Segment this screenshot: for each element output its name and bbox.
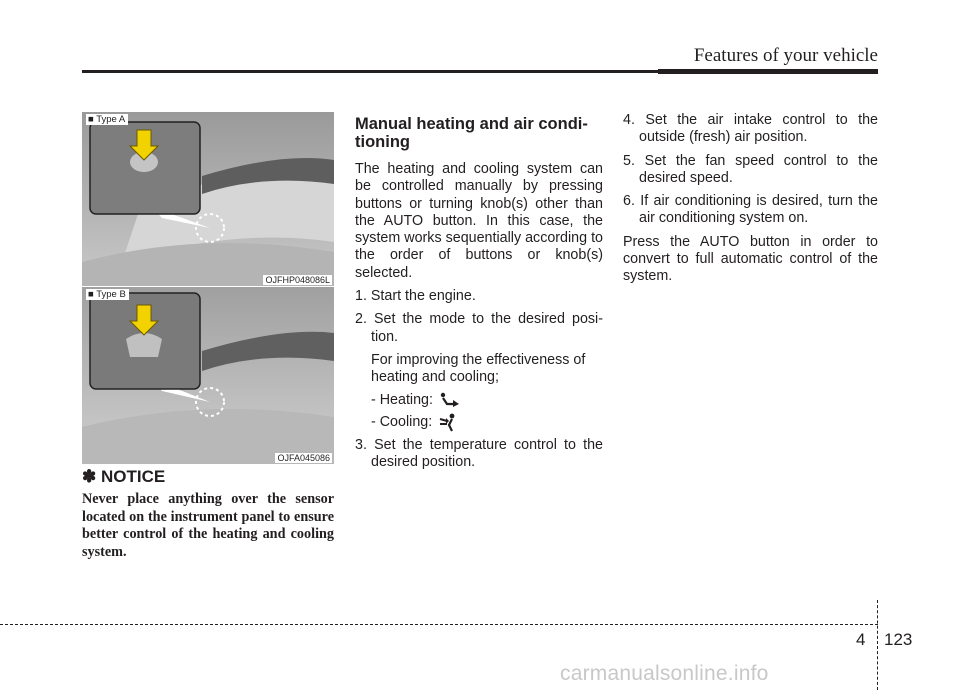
heating-label: - Heating: — [371, 391, 433, 408]
figure-type-label: ■ Type B — [86, 289, 129, 300]
closing-paragraph: Press the AUTO button in order to convert to full automatic control of the system. — [623, 233, 878, 285]
figure-type-a — [82, 112, 334, 286]
manual-hvac-column — [355, 115, 603, 477]
figure-code: OJFHP048086L — [265, 275, 330, 285]
figure-code: OJFA045086 — [277, 453, 330, 463]
header-rule — [82, 70, 878, 73]
notice-body: Never place anything over the sensor located on the instrument panel to ensure better control of the heating and cooling system. — [82, 491, 334, 560]
footer-rule — [0, 624, 878, 625]
section-title: Manual heating and air condi-tioning — [355, 115, 588, 151]
step-4: 4. Set the air intake control to the outside (fresh) air position. — [623, 112, 878, 146]
cooling-label: - Cooling: — [371, 414, 433, 431]
heating-mode-row — [371, 392, 603, 409]
steps-continued-column — [623, 112, 878, 292]
watermark: carmanualsonline.info — [560, 662, 769, 685]
step-5: 5. Set the fan speed control to the desired speed. — [623, 152, 878, 186]
figure-type-label: ■ Type A — [86, 114, 128, 125]
notice-title: ✽ NOTICE — [82, 467, 166, 486]
chapter-number: 4 — [856, 630, 866, 649]
page-number: 123 — [884, 630, 913, 649]
step-2: 2. Set the mode to the desired posi-tion. — [355, 311, 603, 345]
footer-divider — [877, 600, 878, 690]
face-vent-mode-icon — [438, 413, 460, 433]
step-6: 6. If air conditioning is desired, turn the air conditioning system on. — [623, 193, 878, 227]
running-header: Features of your vehicle — [693, 45, 878, 66]
figure-type-b — [82, 287, 334, 464]
sensor-illustration-a — [82, 112, 334, 286]
step-2-note: For improving the effectiveness of heating and cooling; — [371, 351, 586, 386]
floor-vent-mode-icon — [439, 392, 461, 408]
step-1: 1. Start the engine. — [355, 288, 476, 305]
step-3: 3. Set the temperature control to the desired position. — [355, 436, 603, 471]
sensor-illustration-b — [82, 287, 334, 464]
cooling-mode-row — [371, 413, 603, 433]
intro-paragraph: The heating and cooling system can be controlled manually by pressing buttons or turning knob(s) other than the AUTO button. In this case, the system works sequentially according to the order of buttons or knob(s) selected. — [355, 161, 603, 281]
